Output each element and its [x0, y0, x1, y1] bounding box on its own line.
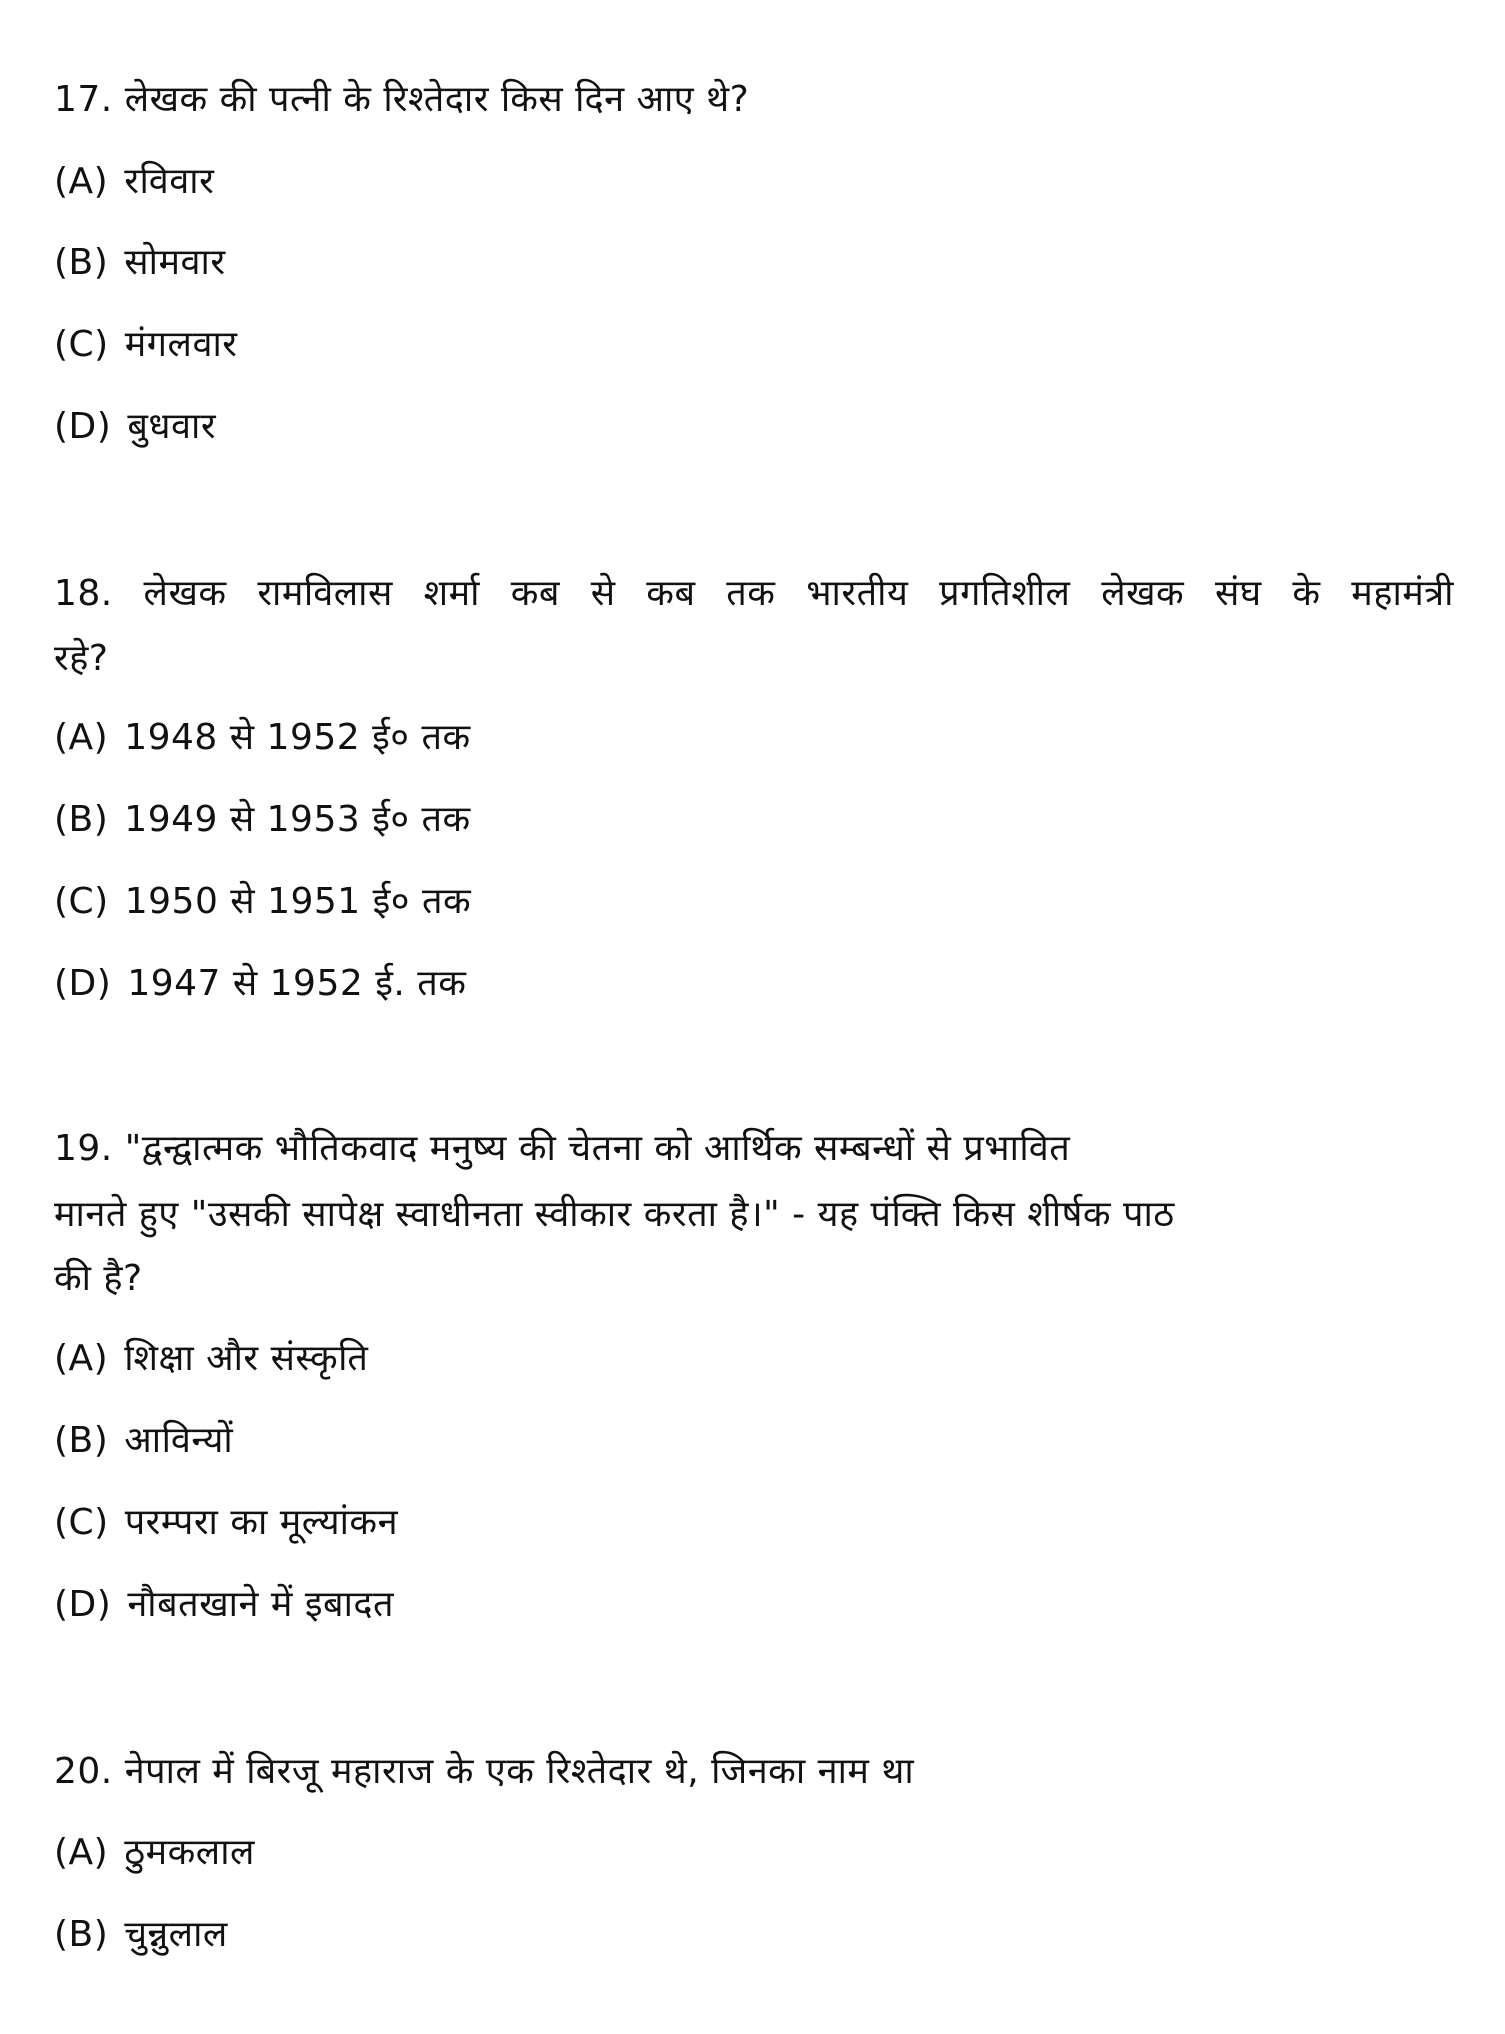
option-label: (B) — [54, 242, 109, 283]
question-text-continued: की है? — [54, 1258, 143, 1299]
option-label: (D) — [54, 963, 112, 1004]
option-text: 1947 से 1952 ई. तक — [127, 963, 467, 1004]
option-b — [54, 241, 226, 285]
option-b — [54, 1913, 228, 1957]
question-text: 18. लेखक रामविलास शर्मा कब से कब तक भारतीय प्रगतिशील लेखक संघ के महामंत्री — [54, 573, 1454, 614]
option-d — [54, 405, 216, 449]
option-text: 1949 से 1953 ई० तक — [124, 799, 471, 840]
question-text: 17. लेखक की पत्नी के रिश्तेदार किस दिन आए थे? — [54, 79, 750, 120]
option-text: नौबतखाने में इबादत — [127, 1584, 395, 1625]
option-text: आविन्यों — [124, 1420, 234, 1461]
option-c — [54, 880, 471, 924]
option-text: ठुमकलाल — [124, 1832, 255, 1873]
option-text: 1950 से 1951 ई० तक — [124, 881, 472, 922]
option-a — [54, 1831, 255, 1875]
option-b — [54, 798, 471, 842]
option-label: (A) — [54, 161, 109, 202]
option-text: बुधवार — [127, 406, 217, 447]
option-label: (D) — [54, 406, 112, 447]
option-text: चुन्नुलाल — [124, 1914, 228, 1955]
option-label: (A) — [54, 1338, 109, 1379]
option-b — [54, 1419, 233, 1463]
option-label: (C) — [54, 1502, 109, 1543]
question-text-continued: रहे? — [54, 638, 109, 679]
option-label: (B) — [54, 1420, 109, 1461]
option-text: 1948 से 1952 ई० तक — [124, 717, 471, 758]
option-text: सोमवार — [124, 242, 226, 283]
question-text-continued: मानते हुए "उसकी सापेक्ष स्वाधीनता स्वीकार करता है।" - यह पंक्ति किस शीर्षक पाठ — [54, 1194, 1175, 1235]
option-text: परम्परा का मूल्यांकन — [124, 1502, 399, 1543]
option-a — [54, 160, 214, 204]
option-label: (D) — [54, 1584, 112, 1625]
option-label: (C) — [54, 324, 109, 365]
option-text: रविवार — [124, 161, 215, 202]
option-label: (C) — [54, 881, 109, 922]
option-label: (B) — [54, 1914, 109, 1955]
option-label: (A) — [54, 717, 109, 758]
option-a — [54, 1337, 368, 1381]
option-d — [54, 962, 466, 1006]
question-text: 20. नेपाल में बिरजू महाराज के एक रिश्तेदार थे, जिनका नाम था — [54, 1751, 915, 1792]
option-text: शिक्षा और संस्कृति — [124, 1338, 369, 1379]
option-label: (A) — [54, 1832, 109, 1873]
option-text: मंगलवार — [124, 324, 238, 365]
question-text: 19. "द्वन्द्वात्मक भौतिकवाद मनुष्य की चेतना को आर्थिक सम्बन्धों से प्रभावित — [54, 1128, 1071, 1169]
option-c — [54, 323, 238, 367]
option-c — [54, 1501, 398, 1545]
option-a — [54, 716, 471, 760]
option-label: (B) — [54, 799, 109, 840]
option-d — [54, 1583, 394, 1627]
